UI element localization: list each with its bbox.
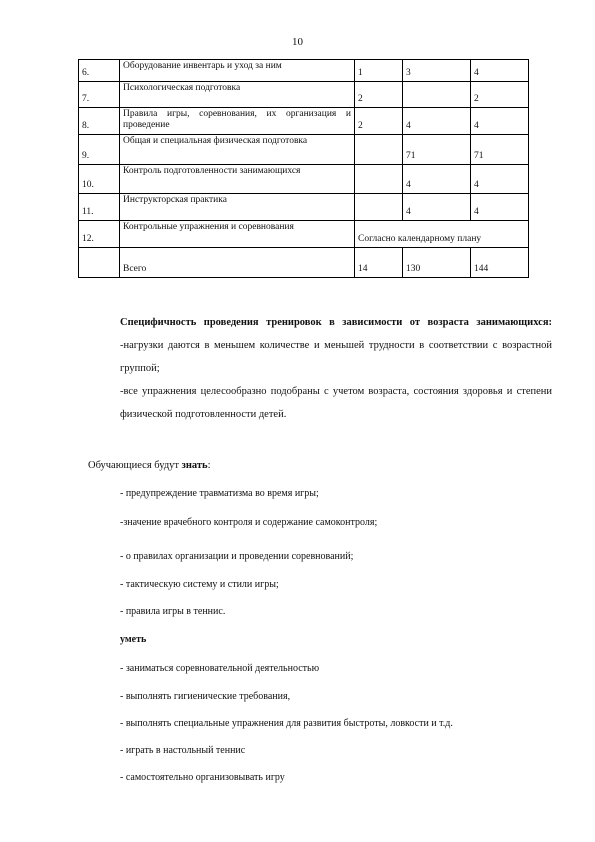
hours-theory: [355, 135, 403, 165]
table-row: [79, 82, 529, 108]
table-row: [79, 165, 529, 194]
hours-theory: 14: [355, 248, 403, 278]
topic-name: Общая и специальная физическая подготовка: [120, 135, 355, 165]
hours-total: 4: [471, 194, 529, 221]
row-number: 7.: [79, 82, 120, 108]
topic-name: Психологическая подготовка: [120, 82, 355, 108]
topic-name: Инструкторская практика: [120, 194, 355, 221]
hours-total: 71: [471, 135, 529, 165]
specifics-item: -нагрузки даются в меньшем количестве и меньшей трудности в соответствии с возрастной группой;: [120, 340, 552, 374]
row-number: [79, 248, 120, 278]
topic-name: Контроль подготовленности занимающихся: [120, 165, 355, 194]
hours-practice: 130: [403, 248, 471, 278]
list-item: - выполнять гигиенические требования,: [120, 691, 291, 702]
topic-name: Правила игры, соревнования, их организация и проведение: [120, 108, 355, 135]
table-row: [79, 221, 529, 248]
hours-theory: [355, 165, 403, 194]
curriculum-table: [78, 59, 529, 278]
hours-practice: 71: [403, 135, 471, 165]
row-number: 9.: [79, 135, 120, 165]
list-item: -значение врачебного контроля и содержание самоконтроля;: [120, 517, 378, 528]
hours-theory: [355, 194, 403, 221]
topic-name: Оборудование инвентарь и уход за ним: [120, 60, 355, 82]
list-item: - играть в настольный теннис: [120, 745, 246, 756]
training-specifics: [120, 311, 552, 426]
hours-total: 2: [471, 82, 529, 108]
table-row: [79, 108, 529, 135]
row-number: 10.: [79, 165, 120, 194]
knowledge-intro: Обучающиеся будут знать:: [88, 460, 211, 471]
row-number: 6.: [79, 60, 120, 82]
know-keyword: знать: [181, 460, 208, 471]
table-row: [79, 135, 529, 165]
hours-total: 4: [471, 108, 529, 135]
specifics-item: -все упражнения целесообразно подобраны с учетом возраста, состояния здоровья и степени физической подготовленности детей.: [120, 386, 552, 420]
total-label: Всего: [120, 248, 355, 278]
hours-theory: 2: [355, 108, 403, 135]
row-number: 11.: [79, 194, 120, 221]
hours-practice: 4: [403, 194, 471, 221]
hours-total: 4: [471, 60, 529, 82]
list-item: - тактическую систему и стили игры;: [120, 579, 279, 590]
schedule-note: Согласно календарному плану: [355, 221, 529, 248]
hours-total: 144: [471, 248, 529, 278]
list-item: - самостоятельно организовывать игру: [120, 772, 285, 783]
table-row: [79, 60, 529, 82]
list-item: - заниматься соревновательной деятельностью: [120, 663, 320, 674]
page-number: 10: [292, 36, 303, 48]
row-number: 12.: [79, 221, 120, 248]
specifics-title: Специфичность проведения тренировок в зависимости от возраста занимающихся:: [120, 317, 552, 328]
list-item: - правила игры в теннис.: [120, 606, 226, 617]
hours-practice: 4: [403, 108, 471, 135]
hours-total: 4: [471, 165, 529, 194]
hours-practice: 4: [403, 165, 471, 194]
list-item: - предупреждение травматизма во время игры;: [120, 488, 319, 499]
skills-heading: уметь: [120, 634, 147, 645]
table-row: [79, 194, 529, 221]
list-item: - о правилах организации и проведении соревнований;: [120, 551, 354, 562]
hours-practice: [403, 82, 471, 108]
hours-theory: 1: [355, 60, 403, 82]
topic-name: Контрольные упражнения и соревнования: [120, 221, 355, 248]
hours-practice: 3: [403, 60, 471, 82]
list-item: - выполнять специальные упражнения для развития быстроты, ловкости и т.д.: [120, 718, 453, 729]
table-row: [79, 248, 529, 278]
hours-theory: 2: [355, 82, 403, 108]
row-number: 8.: [79, 108, 120, 135]
